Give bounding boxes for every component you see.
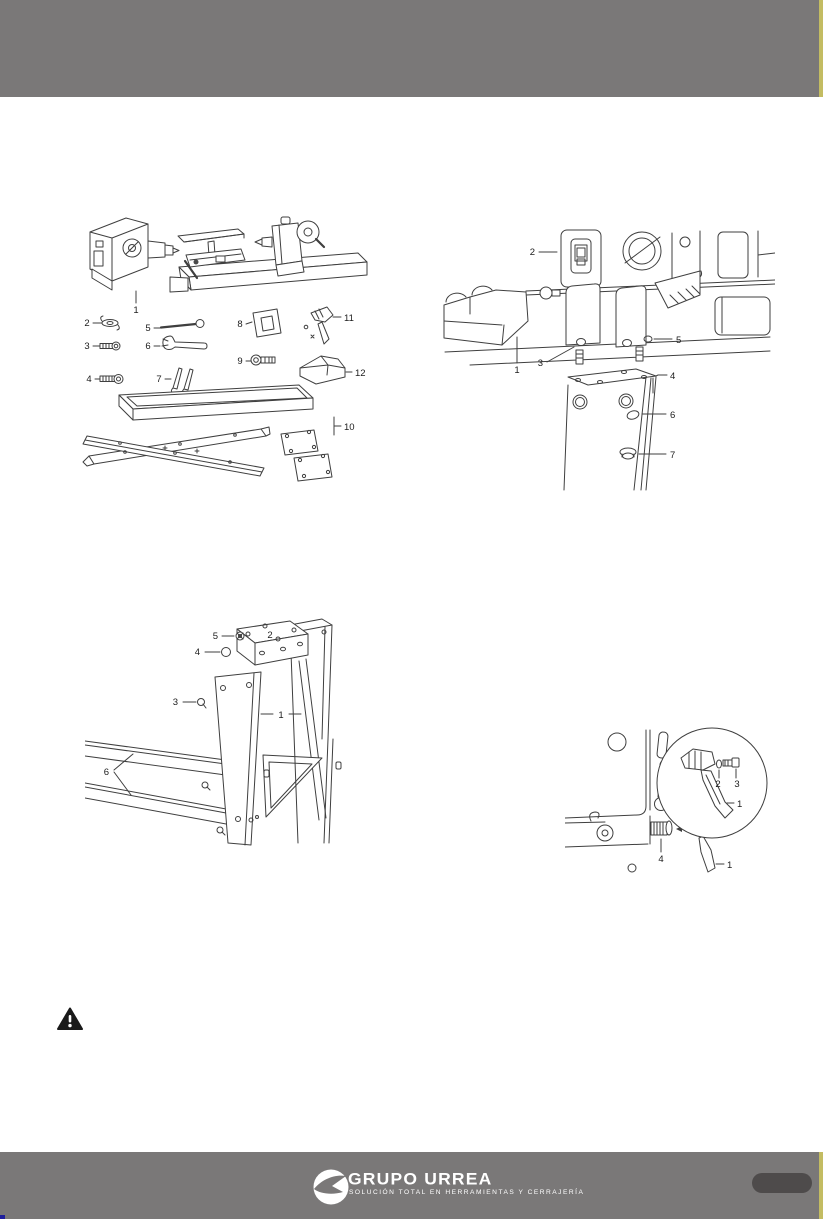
part-label-6: 6	[670, 410, 676, 421]
header-band	[0, 0, 823, 97]
page-number-pill	[752, 1173, 812, 1193]
part-label-12: 12	[355, 368, 366, 379]
part-label-1: 1	[514, 365, 520, 376]
part-label-2: 2	[715, 779, 721, 790]
diagram-lathe-overview	[75, 205, 375, 495]
diagram-handle-installation	[565, 720, 775, 895]
part-label-2: 2	[529, 247, 535, 258]
part-label-6: 6	[103, 767, 109, 778]
part-label-7: 7	[670, 450, 676, 461]
header-accent-strip	[819, 0, 823, 97]
part-label-11: 11	[344, 313, 354, 324]
diagram-headstock-mounting	[440, 225, 775, 495]
part-label-3: 3	[537, 358, 543, 369]
warning-icon	[57, 1007, 83, 1031]
part-label-1: 1	[133, 305, 139, 316]
footer-accent-strip	[819, 1152, 823, 1219]
part-label-4: 4	[194, 647, 200, 658]
part-label-2: 2	[84, 318, 90, 329]
part-label-4: 4	[86, 374, 92, 385]
part-label-3: 3	[84, 341, 90, 352]
part-label-2: 2	[267, 630, 273, 641]
diagram-stand-assembly	[85, 615, 355, 850]
part-label-3: 3	[172, 697, 178, 708]
part-label-1: 1	[278, 710, 284, 721]
brand-logo-icon	[310, 1166, 352, 1208]
part-label-1b: 1	[727, 860, 733, 871]
brand-tagline: SOLUCIÓN TOTAL EN HERRAMIENTAS Y CERRAJERÍA	[349, 1189, 585, 1196]
brand-name: GRUPO URREA	[348, 1169, 493, 1189]
corner-mark	[0, 1215, 5, 1219]
part-label-4: 4	[670, 371, 676, 382]
part-label-1: 1	[737, 799, 743, 810]
part-label-4: 4	[658, 854, 664, 865]
part-label-9: 9	[237, 356, 243, 367]
part-label-10: 10	[344, 422, 355, 433]
part-label-5: 5	[145, 323, 151, 334]
part-label-5: 5	[212, 631, 218, 642]
part-label-7: 7	[156, 374, 162, 385]
part-label-5: 5	[676, 335, 682, 346]
part-label-6: 6	[145, 341, 151, 352]
part-label-3: 3	[734, 779, 740, 790]
part-label-8: 8	[237, 319, 243, 330]
